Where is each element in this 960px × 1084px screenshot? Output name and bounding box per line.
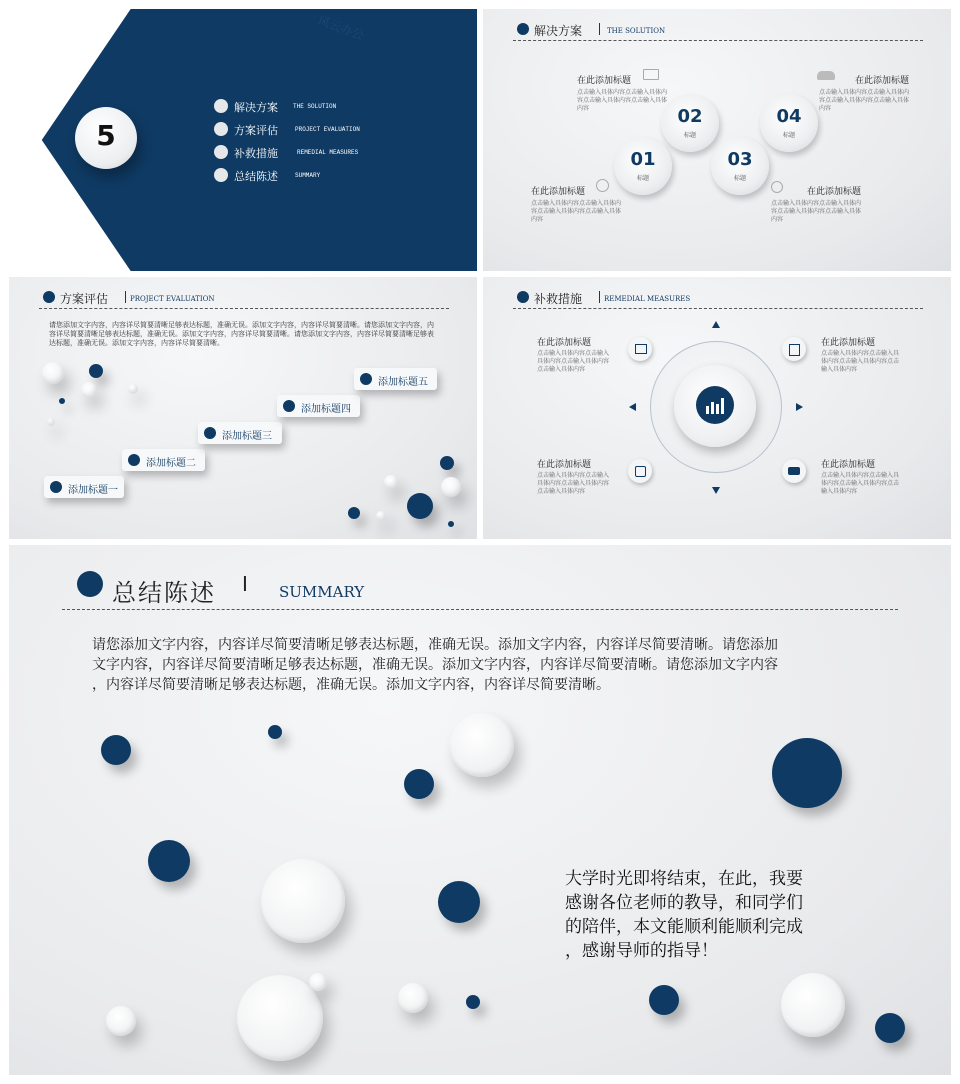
watermark: 风云办公 <box>315 13 366 43</box>
block-body: 点击输入具体内容点击输入具体内容点击输入具体内容点击输入具体内容 <box>537 350 610 373</box>
users-icon <box>817 71 835 80</box>
gear-number: 04 <box>776 106 802 127</box>
remedial-block-bottom-left <box>537 457 611 496</box>
decor-circle <box>47 418 55 426</box>
arrow-up-icon <box>712 321 720 328</box>
decor-circle <box>376 511 386 521</box>
decor-circle <box>438 881 480 923</box>
decor-circle <box>101 735 131 765</box>
decor-circle <box>441 477 461 497</box>
step-dot <box>283 400 295 412</box>
monitor-icon <box>643 69 659 80</box>
slide-title-cn: 总结陈述 <box>112 579 216 607</box>
paragraph-line: 文字内容，内容详尽简要清晰足够表达标题，准确无误。添加文字内容，内容详尽简要清晰。请您添加文字内容 <box>92 657 778 673</box>
toc-bullet <box>214 122 228 136</box>
gear-label: 标题 <box>683 132 696 139</box>
step-dot <box>128 454 140 466</box>
decor-circle <box>440 456 454 470</box>
header-dot <box>77 571 103 597</box>
block-title: 在此添加标题 <box>806 187 861 197</box>
solution-block-bottom-right <box>771 184 861 224</box>
block-title: 在此添加标题 <box>577 76 632 86</box>
gear-label: 标题 <box>636 175 649 182</box>
block-title: 在此添加标题 <box>854 76 909 86</box>
step-label: 添加标题五 <box>378 377 428 388</box>
slide-solution <box>483 9 951 271</box>
block-body: 点击输入具体内容点击输入具体内容点击输入具体内容点击输入具体内容 <box>531 200 622 223</box>
block-body: 点击输入具体内容点击输入具体内容点击输入具体内容点击输入具体内容 <box>771 200 862 223</box>
step-dot <box>50 481 62 493</box>
documents-icon <box>782 337 806 361</box>
toc-en: THE SOLUTION <box>293 103 337 110</box>
decor-circle <box>398 983 428 1013</box>
globe-icon <box>596 179 609 192</box>
block-body: 点击输入具体内容点击输入具体内容点击输入具体内容点击输入具体内容 <box>577 89 668 112</box>
decor-circle <box>148 840 190 882</box>
closing-line: ，感谢导师的指导！ <box>565 941 718 961</box>
block-body: 点击输入具体内容点击输入具体内容点击输入具体内容点击输入具体内容 <box>821 350 900 373</box>
remedial-block-bottom-right <box>821 457 901 496</box>
decor-circle <box>450 713 514 777</box>
decor-circle <box>59 398 65 404</box>
decor-circle <box>89 364 103 378</box>
remedial-block-top-left <box>537 335 611 374</box>
toc-en: SUMMARY <box>295 172 321 179</box>
decor-circle <box>237 975 323 1061</box>
decor-circle <box>261 859 345 943</box>
slide-title-en: SUMMARY <box>279 583 365 601</box>
gear-04 <box>760 94 818 152</box>
closing-message <box>565 867 865 963</box>
refresh-icon <box>628 459 652 483</box>
header-divider <box>39 308 449 309</box>
gear-number: 01 <box>630 149 656 170</box>
step-dot <box>360 373 372 385</box>
toc-bullet <box>214 145 228 159</box>
gear-01 <box>614 137 672 195</box>
header-dot <box>43 291 55 303</box>
block-body: 点击输入具体内容点击输入具体内容点击输入具体内容点击输入具体内容 <box>821 472 900 495</box>
block-title: 在此添加标题 <box>821 338 876 348</box>
header-divider <box>513 40 923 41</box>
paragraph-line: 请您添加文字内容，内容详尽简要清晰足够表达标题，准确无误。添加文字内容，内容详尽简要清晰。请您添加 <box>92 637 778 653</box>
decor-circle <box>649 985 679 1015</box>
bars <box>721 398 724 414</box>
toc-bullet <box>214 99 228 113</box>
gear-number: 03 <box>727 149 753 170</box>
closing-line: 感谢各位老师的教导，和同学们 <box>565 893 803 913</box>
remedial-block-top-right <box>821 335 901 374</box>
section-number: 5 <box>96 119 116 152</box>
title-separator <box>599 23 600 35</box>
toc-item-solution[interactable] <box>214 98 454 121</box>
decor-circle <box>42 362 64 384</box>
step-1 <box>44 476 124 498</box>
video-camera-icon <box>782 459 806 483</box>
step-label: 添加标题一 <box>68 485 118 496</box>
toc-bullet <box>214 168 228 182</box>
gear-number: 02 <box>677 106 703 127</box>
decor-circle <box>466 995 480 1009</box>
slide-title-cn: 解决方案 <box>534 24 583 38</box>
arrow-down-icon <box>712 487 720 494</box>
block-title: 在此添加标题 <box>531 187 586 197</box>
paragraph-line: ，内容详尽简要清晰足够表达标题，准确无误。添加文字内容，内容详尽简要清晰。 <box>92 677 610 693</box>
presentation-icon <box>628 337 652 361</box>
slide-title-en: THE SOLUTION <box>607 27 666 35</box>
clock-icon <box>771 181 783 193</box>
toc-menu <box>214 98 454 190</box>
toc-item-remedial[interactable] <box>214 144 454 167</box>
bars <box>706 406 709 414</box>
slide-title-en: REMEDIAL MEASURES <box>604 295 691 303</box>
header-dot <box>517 23 529 35</box>
chart-growth-icon <box>696 386 734 424</box>
decor-circle <box>128 384 138 394</box>
step-4 <box>277 395 360 417</box>
slide-section-5 <box>9 9 477 271</box>
slide-evaluation <box>9 277 477 539</box>
arrow-right-icon <box>796 403 803 411</box>
slide-remedial <box>483 277 951 539</box>
block-title: 在此添加标题 <box>821 460 876 470</box>
toc-en: PROJECT EVALUATION <box>295 126 360 133</box>
header-divider <box>62 609 898 610</box>
step-label: 添加标题四 <box>301 404 351 415</box>
section-number-badge <box>75 107 137 169</box>
header-dot <box>517 291 529 303</box>
gear-label: 标题 <box>782 132 795 139</box>
step-5 <box>354 368 437 390</box>
block-body: 点击输入具体内容点击输入具体内容点击输入具体内容点击输入具体内容 <box>537 472 610 495</box>
arrow-left-icon <box>629 403 636 411</box>
decor-circle <box>106 1006 136 1036</box>
block-body: 点击输入具体内容点击输入具体内容点击输入具体内容点击输入具体内容 <box>819 89 910 112</box>
toc-item-evaluation[interactable] <box>214 121 454 144</box>
toc-en: REMEDIAL MEASURES <box>297 149 359 156</box>
decor-circle <box>772 738 842 808</box>
closing-line: 大学时光即将结束，在此，我要 <box>565 869 803 889</box>
decor-circle <box>875 1013 905 1043</box>
decor-circle <box>407 493 433 519</box>
bars <box>716 404 719 414</box>
slide-title-cn: 方案评估 <box>60 292 109 306</box>
decor-circle <box>781 973 845 1037</box>
body-paragraph: 请您添加文字内容，内容详尽简要清晰足够表达标题，准确无误。添加文字内容，内容详尽简要清晰。请您添加文字内容，内容详尽简要清晰足够表达标题，准确无误。添加文字内容，内容详尽简要清晰。请您添加文字内容，内容详尽简要清晰足够表达标题，准确无误。添加文字内容，内容详尽简要清晰。 <box>49 321 434 347</box>
slide-summary <box>9 545 951 1075</box>
step-2 <box>122 449 205 471</box>
slide-title-en: PROJECT EVALUATION <box>130 295 215 303</box>
step-dot <box>204 427 216 439</box>
decor-circle <box>448 521 454 527</box>
decor-circle <box>348 507 360 519</box>
toc-cn: 补救措施 <box>234 147 278 160</box>
bars <box>711 402 714 414</box>
title-separator <box>125 291 126 303</box>
block-title: 在此添加标题 <box>537 338 592 348</box>
header-divider <box>513 308 923 309</box>
step-label: 添加标题三 <box>222 431 272 442</box>
block-title: 在此添加标题 <box>537 460 592 470</box>
step-3 <box>198 422 282 444</box>
solution-block-bottom-left <box>531 184 621 224</box>
decor-circle <box>384 475 398 489</box>
gear-02 <box>661 94 719 152</box>
decor-circle <box>309 973 327 991</box>
title-separator: I <box>242 572 248 596</box>
closing-line: 的陪伴，本文能顺利能顺利完成 <box>565 917 803 937</box>
toc-item-summary[interactable] <box>214 167 454 190</box>
title-separator <box>599 291 600 303</box>
step-label: 添加标题二 <box>146 458 196 469</box>
toc-cn: 总结陈述 <box>234 170 278 183</box>
body-paragraph <box>92 635 882 695</box>
slide-title-cn: 补救措施 <box>534 292 583 306</box>
toc-cn: 解决方案 <box>234 101 278 114</box>
gear-label: 标题 <box>733 175 746 182</box>
toc-cn: 方案评估 <box>234 124 278 137</box>
decor-circle <box>268 725 282 739</box>
decor-circle <box>404 769 434 799</box>
decor-circle <box>81 382 97 398</box>
gear-03 <box>711 137 769 195</box>
